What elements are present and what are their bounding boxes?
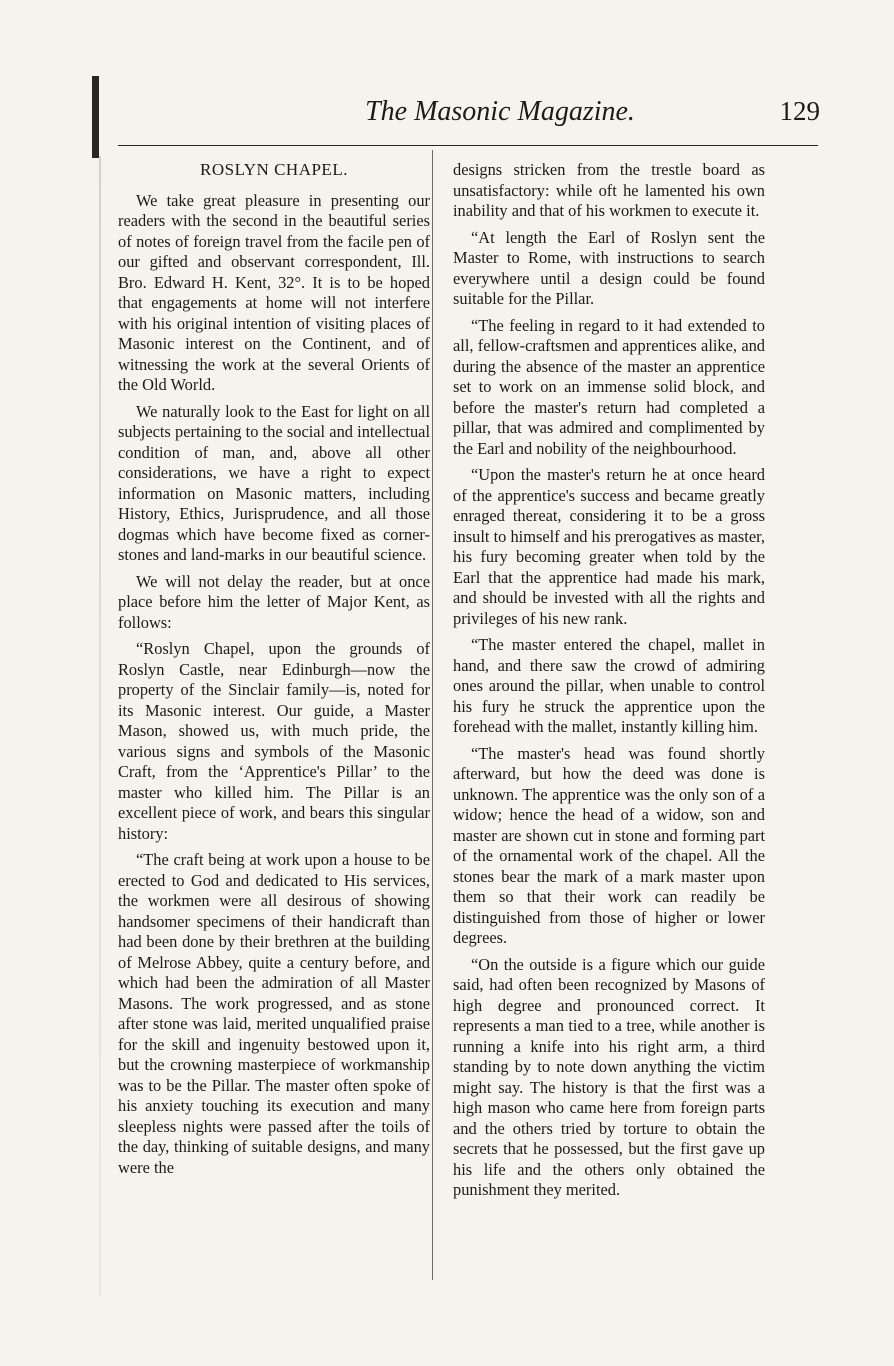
paragraph: “The master's head was found shortly afterward, but how the deed was done is unknown. The apprentice was the only son of a widow; hence the head of a widow, son and master are shown cut in stone and forming part of the ornamental work of the chapel. All the stones bear the mark of a mark master upon them so that their work can readily be distinguished from those of higher or lower degrees. bbox=[453, 743, 765, 947]
paragraph: “At length the Earl of Roslyn sent the Master to Rome, with instructions to search everywhere until a design could be found suitable for the Pillar. bbox=[453, 227, 765, 308]
left-column bbox=[118, 160, 430, 1184]
paragraph: “The master entered the chapel, mallet in hand, and there saw the crowd of admiring ones around the pillar, when unable to control his fury he struck the apprentice upon the forehead with the mallet, instantly killing him. bbox=[453, 635, 765, 736]
paragraph: “Roslyn Chapel, upon the grounds of Roslyn Castle, near Edinburgh—now the property of the Sinclair family—is, noted for its Masonic interest. Our guide, a Master Mason, showed us, with much pride, the various signs and symbols of the Masonic Craft, from the ‘Apprentice's Pillar’ to the master who killed him. The Pillar is an excellent piece of work, and bears this singular history: bbox=[118, 639, 430, 843]
magazine-title: The Masonic Magazine. bbox=[365, 96, 635, 127]
header-rule bbox=[118, 145, 818, 146]
paragraph: “The craft being at work upon a house to be erected to God and dedicated to His services, the workmen were all desirous of showing handsomer specimens of their handicraft than had been done by their brethren at the building of Melrose Abbey, quite a century before, and which had been the admiration of all Master Masons. The work progressed, and as stone after stone was laid, merited unqualified praise for the skill and ingenuity bestowed upon it, but the crowning masterpiece of workmanship was to be the Pillar. The master often spoke of his anxiety touching its execution and many sleepless nights were passed after the toils of the day, thinking of suitable designs, and many were the bbox=[118, 850, 430, 1177]
paragraph: “The feeling in regard to it had extended to all, fellow-craftsmen and apprentices alike, and during the absence of the master an apprentice set to work on an immense solid block, and before the master's return had completed a pillar, that was admired and complimented by the Earl and nobility of the neighbourhood. bbox=[453, 315, 765, 458]
right-column bbox=[453, 160, 765, 1207]
paragraph: designs stricken from the trestle board as unsatisfactory: while oft he lamented his own inability and that of his workmen to execute it. bbox=[453, 160, 765, 220]
article-title: ROSLYN CHAPEL. bbox=[200, 160, 348, 179]
paragraph: “On the outside is a figure which our guide said, had often been recognized by Masons of high degree and pronounced correct. It represents a man tied to a tree, while another is running a knife into his right arm, a third standing by to note down anything the victim might say. The history is that the first was a high mason who came here from foreign parts and the others tried by torture to obtain the secrets that he possessed, but the first gave up his life and the others only obtained the punishment they merited. bbox=[453, 954, 765, 1199]
column-divider bbox=[432, 150, 433, 1280]
paragraph: We take great pleasure in presenting our readers with the second in the beautiful series of notes of foreign travel from the facile pen of our gifted and observant correspondent, Ill. Bro. Edward H. Kent, 32°. It is to be hoped that engagements at home will not interfere with his original intention of visiting places of Masonic interest on the Continent, and of witnessing the work at the several Orients of the Old World. bbox=[118, 190, 430, 394]
binding-edge-line bbox=[99, 156, 101, 1296]
paragraph: “Upon the master's return he at once heard of the apprentice's success and became greatly enraged thereat, considering it to be a gross insult to himself and his prerogatives as master, his fury becoming greater when told by the Earl that the apprentice had made his mark, and should be invested with all the rights and privileges of his new rank. bbox=[453, 465, 765, 628]
page-number: 129 bbox=[779, 96, 820, 126]
paragraph: We will not delay the reader, but at once place before him the letter of Major Kent, as follows: bbox=[118, 571, 430, 632]
running-header bbox=[120, 96, 820, 132]
binding-shadow bbox=[92, 76, 99, 158]
paragraph: We naturally look to the East for light on all subjects pertaining to the social and intellectual condition of man, and, above all other considerations, we have a right to expect information on Masonic matters, including History, Ethics, Jurisprudence, and all those dogmas which have become fixed as corner-stones and land-marks in our beautiful science. bbox=[118, 401, 430, 564]
